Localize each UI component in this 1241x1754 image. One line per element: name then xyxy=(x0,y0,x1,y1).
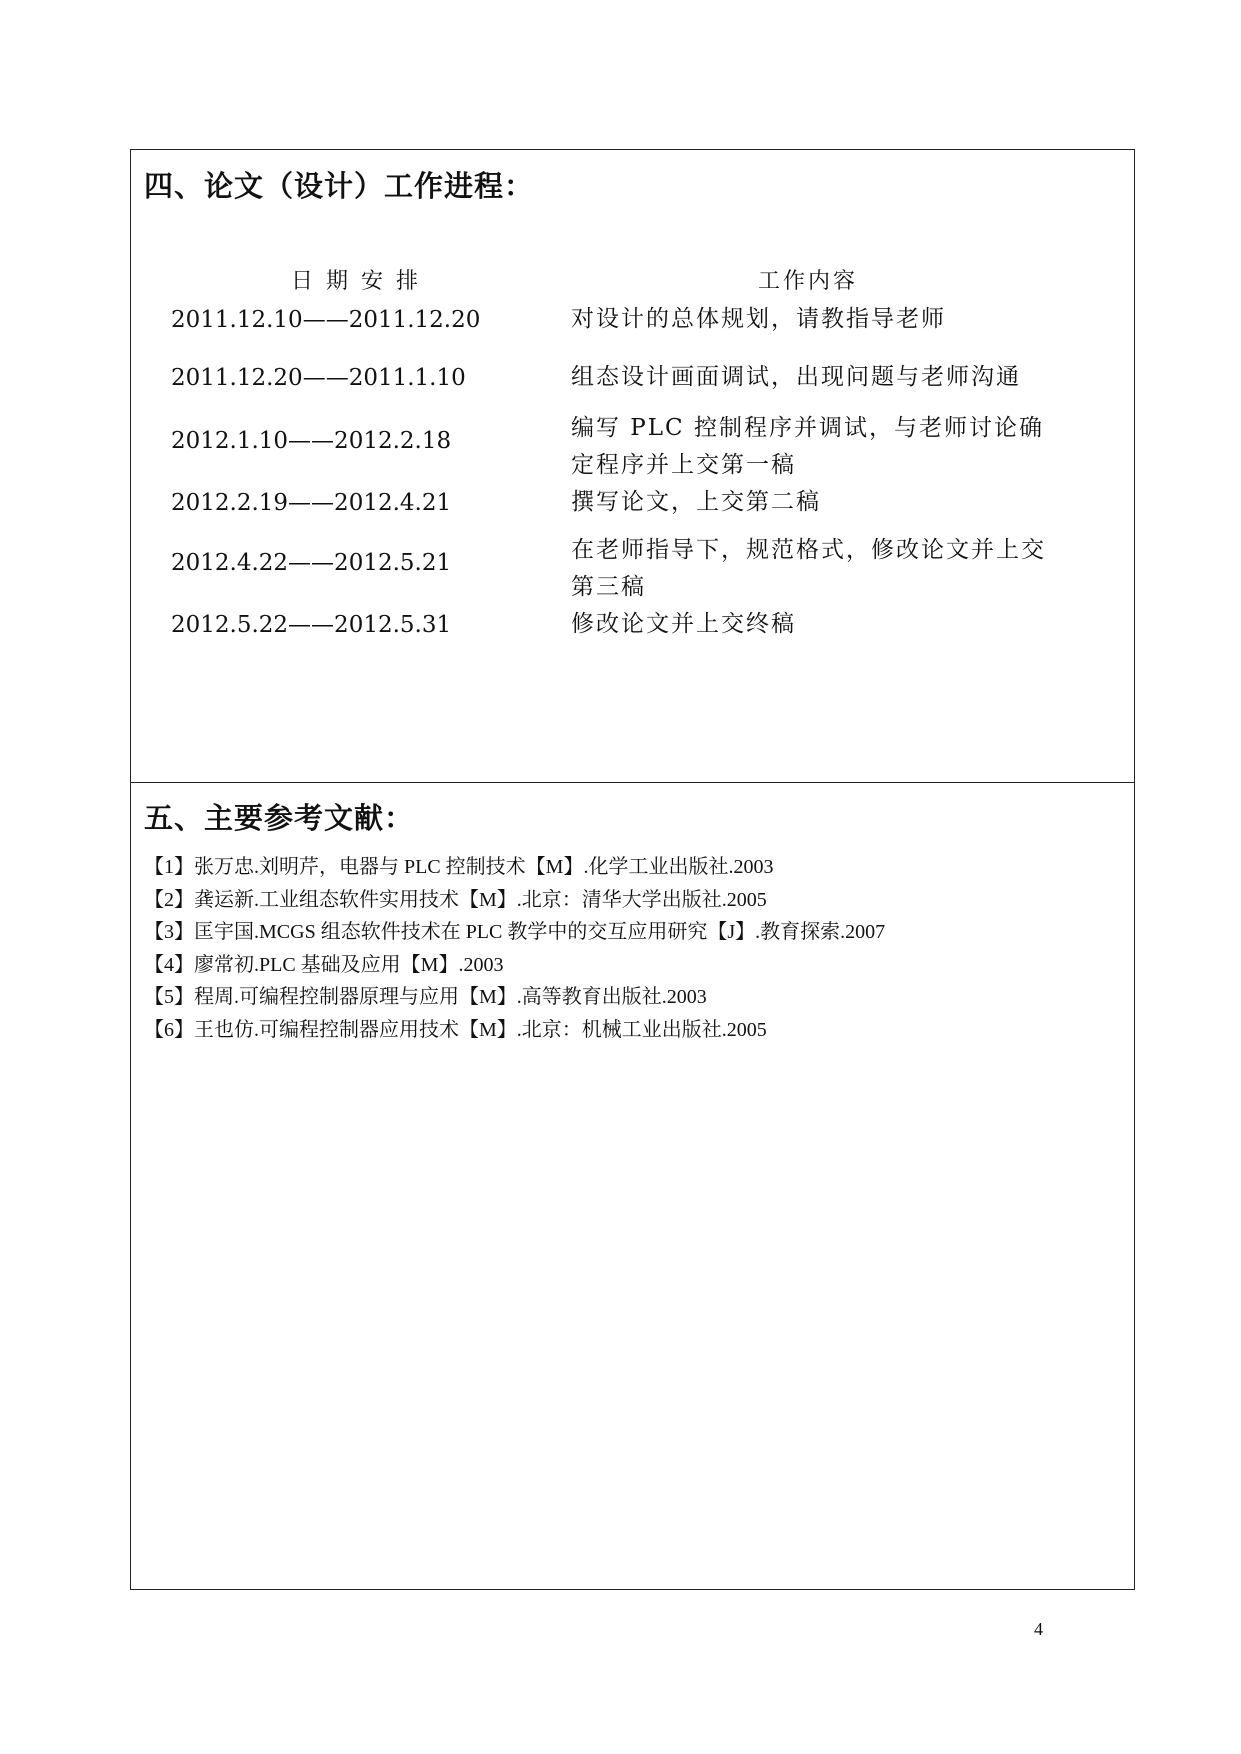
reference-item: 【6】王也仿.可编程控制器应用技术【M】.北京：机械工业出版社.2005 xyxy=(144,1018,767,1041)
schedule-date: 2012.4.22——2012.5.21 xyxy=(171,550,452,576)
schedule-content: 撰写论文，上交第二稿 xyxy=(571,489,821,515)
schedule-date: 2012.2.19——2012.4.21 xyxy=(171,490,452,516)
column-header-content: 工作内容 xyxy=(758,269,859,294)
schedule-content: 组态设计画面调试，出现问题与老师沟通 xyxy=(571,364,1021,390)
schedule-content: 对设计的总体规划，请教指导老师 xyxy=(571,306,946,332)
schedule-content: 修改论文并上交终稿 xyxy=(571,611,796,637)
reference-list xyxy=(144,851,1124,1046)
section-5-title: 五、主要参考文献： xyxy=(144,801,415,835)
form-table xyxy=(130,149,1135,1590)
schedule-content: 在老师指导下，规范格式，修改论文并上交第三稿 xyxy=(571,537,1046,600)
schedule-content: 编写 PLC 控制程序并调试，与老师讨论确定程序并上交第一稿 xyxy=(571,415,1044,478)
reference-item: 【4】廖常初.PLC 基础及应用【M】.2003 xyxy=(144,953,504,976)
schedule-date: 2012.5.22——2012.5.31 xyxy=(171,612,452,638)
reference-item: 【5】程周.可编程控制器原理与应用【M】.高等教育出版社.2003 xyxy=(144,986,707,1008)
section-4-title: 四、论文（设计）工作进程： xyxy=(144,169,535,203)
schedule-date: 2012.1.10——2012.2.18 xyxy=(171,428,452,454)
schedule-date: 2011.12.20——2011.1.10 xyxy=(171,365,466,391)
reference-item: 【1】张万忠.刘明芹，电器与 PLC 控制技术【M】.化学工业出版社.2003 xyxy=(144,856,774,878)
reference-item: 【3】匡宇国.MCGS 组态软件技术在 PLC 教学中的交互应用研究【J】.教育探索.2007 xyxy=(144,921,886,943)
column-header-date: 日期安排 xyxy=(291,269,432,294)
schedule-date: 2011.12.10——2011.12.20 xyxy=(171,307,481,333)
section-divider xyxy=(131,782,1134,783)
reference-item: 【2】龚运新.工业组态软件实用技术【M】.北京：清华大学出版社.2005 xyxy=(144,888,767,911)
page-number: 4 xyxy=(1034,1619,1043,1639)
